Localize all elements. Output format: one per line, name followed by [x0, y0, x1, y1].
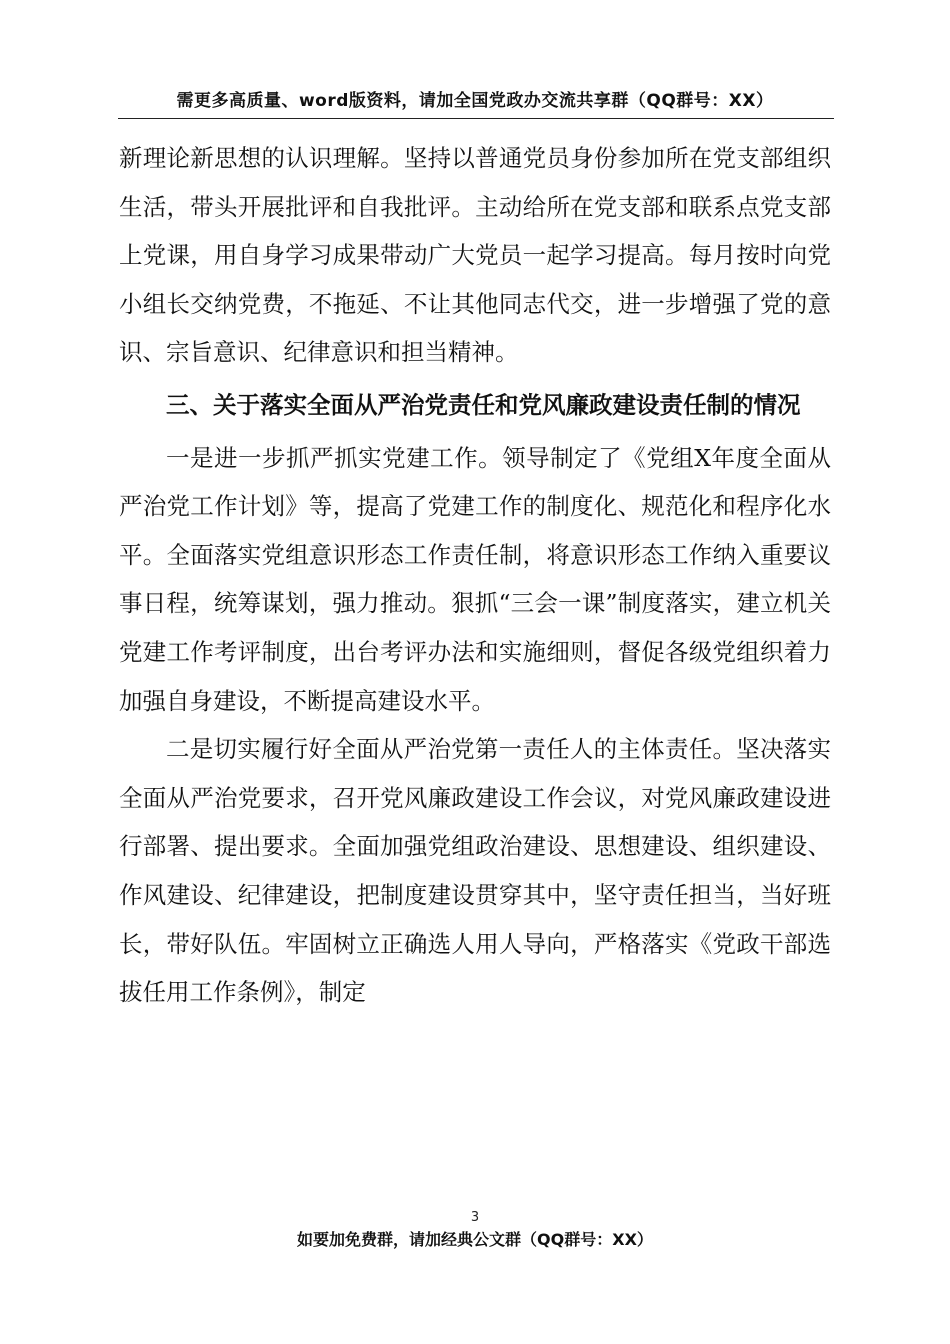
section-heading: 三、关于落实全面从严治党责任和党风廉政建设责任制的情况: [166, 390, 801, 419]
page-header: 需更多高质量、word版资料，请加全国党政办交流共享群（QQ群号：XX）: [176, 91, 774, 111]
body-paragraph: 新理论新思想的认识理解。坚持以普通党员身份参加所在党支部组织生活，带头开展批评和自我批评。主动给所在党支部和联系点党支部上党课，用自身学习成果带动广大党员一起学习提高。每月按时向党小组长交纳党费，不拖延、不让其他同志代交，进一步增强了党的意识、宗旨意识、纪律意识和担当精神。: [119, 144, 831, 367]
header-divider: [118, 118, 834, 119]
body-paragraph: 二是切实履行好全面从严治党第一责任人的主体责任。坚决落实全面从严治党要求，召开党风廉政建设工作会议，对党风廉政建设进行部署、提出要求。全面加强党组政治建设、思想建设、组织建设、作风建设、纪律建设，把制度建设贯穿其中，坚守责任担当，当好班长，带好队伍。牢固树立正确选人用人导向，严格落实《党政干部选拔任用工作条例》，制定: [119, 735, 831, 1007]
page-number: 3: [470, 1210, 480, 1225]
body-paragraph: 一是进一步抓严抓实党建工作。领导制定了《党组X年度全面从严治党工作计划》等，提高了党建工作的制度化、规范化和程序化水平。全面落实党组意识形态工作责任制，将意识形态工作纳入重要议事日程，统筹谋划，强力推动。狠抓“三会一课”制度落实，建立机关党建工作考评制度，出台考评办法和实施细则，督促各级党组织着力加强自身建设，不断提高建设水平。: [119, 443, 831, 715]
page-footer: 如要加免费群，请加经典公文群（QQ群号：XX）: [297, 1230, 653, 1249]
document-body: [119, 134, 831, 1017]
